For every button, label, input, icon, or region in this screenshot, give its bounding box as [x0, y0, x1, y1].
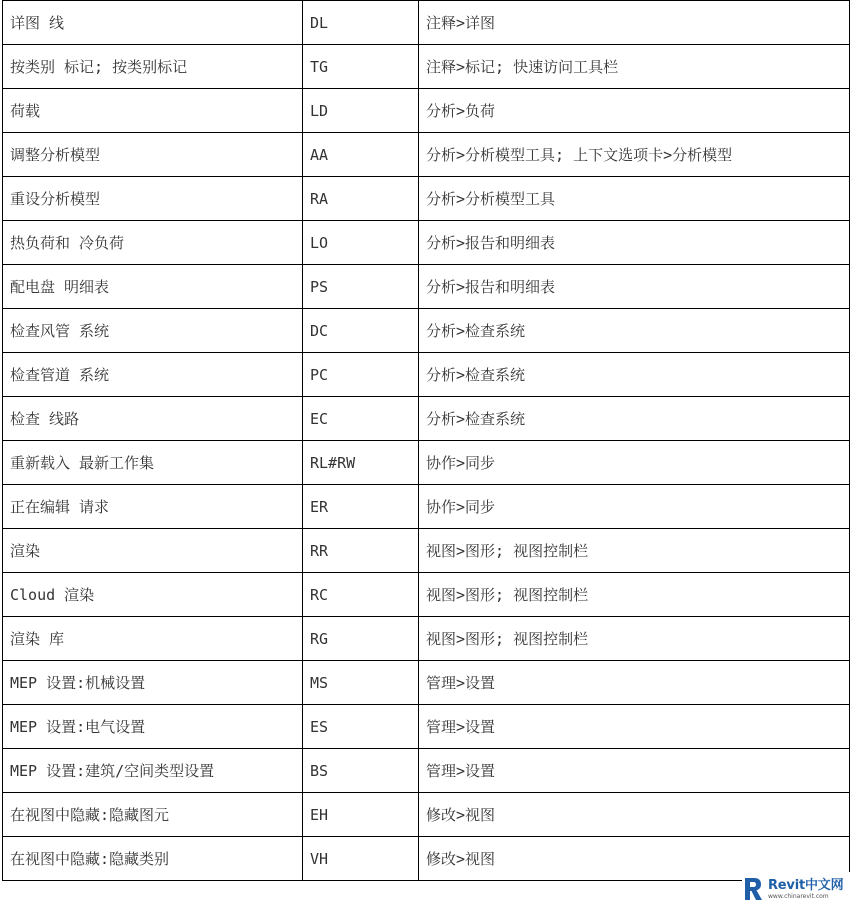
table-row	[3, 793, 850, 837]
menu-path-cell: 分析>负荷	[419, 89, 850, 133]
command-cell: 按类别 标记; 按类别标记	[3, 45, 303, 89]
command-cell: 渲染	[3, 529, 303, 573]
revit-watermark	[742, 872, 852, 906]
command-cell: 渲染 库	[3, 617, 303, 661]
command-cell: Cloud 渲染	[3, 573, 303, 617]
menu-path-cell: 分析>报告和明细表	[419, 221, 850, 265]
table-row	[3, 353, 850, 397]
command-cell: 调整分析模型	[3, 133, 303, 177]
revit-r-logo-icon	[742, 876, 764, 902]
watermark-url: www.chinarevit.com	[768, 892, 829, 900]
table-row	[3, 221, 850, 265]
command-cell: 在视图中隐藏:隐藏类别	[3, 837, 303, 881]
menu-path-cell: 视图>图形; 视图控制栏	[419, 573, 850, 617]
shortcut-cell: RA	[303, 177, 419, 221]
table-row	[3, 133, 850, 177]
shortcut-cell: BS	[303, 749, 419, 793]
menu-path-cell: 协作>同步	[419, 441, 850, 485]
command-cell: 重设分析模型	[3, 177, 303, 221]
menu-path-cell: 管理>设置	[419, 749, 850, 793]
menu-path-cell: 分析>检查系统	[419, 309, 850, 353]
watermark-text	[768, 879, 843, 900]
shortcut-cell: RR	[303, 529, 419, 573]
table-row	[3, 749, 850, 793]
table-row	[3, 617, 850, 661]
command-cell: 热负荷和 冷负荷	[3, 221, 303, 265]
shortcut-table	[2, 0, 850, 881]
table-row	[3, 309, 850, 353]
shortcut-cell: ER	[303, 485, 419, 529]
command-cell: 重新载入 最新工作集	[3, 441, 303, 485]
command-cell: MEP 设置:建筑/空间类型设置	[3, 749, 303, 793]
shortcut-cell: TG	[303, 45, 419, 89]
shortcut-cell: PC	[303, 353, 419, 397]
command-cell: 检查风管 系统	[3, 309, 303, 353]
menu-path-cell: 视图>图形; 视图控制栏	[419, 529, 850, 573]
command-cell: MEP 设置:电气设置	[3, 705, 303, 749]
shortcut-cell: LD	[303, 89, 419, 133]
menu-path-cell: 视图>图形; 视图控制栏	[419, 617, 850, 661]
shortcut-cell: RG	[303, 617, 419, 661]
menu-path-cell: 分析>分析模型工具	[419, 177, 850, 221]
table-row	[3, 573, 850, 617]
command-cell: 荷载	[3, 89, 303, 133]
menu-path-cell: 注释>标记; 快速访问工具栏	[419, 45, 850, 89]
menu-path-cell: 分析>检查系统	[419, 353, 850, 397]
menu-path-cell: 修改>视图	[419, 837, 850, 881]
menu-path-cell: 注释>详图	[419, 1, 850, 45]
menu-path-cell: 管理>设置	[419, 661, 850, 705]
table-row	[3, 177, 850, 221]
shortcut-cell: AA	[303, 133, 419, 177]
menu-path-cell: 协作>同步	[419, 485, 850, 529]
table-row	[3, 265, 850, 309]
shortcut-cell: VH	[303, 837, 419, 881]
command-cell: MEP 设置:机械设置	[3, 661, 303, 705]
shortcut-cell: DL	[303, 1, 419, 45]
shortcut-table-body	[3, 1, 850, 881]
command-cell: 检查 线路	[3, 397, 303, 441]
command-cell: 正在编辑 请求	[3, 485, 303, 529]
table-row	[3, 485, 850, 529]
shortcut-cell: EC	[303, 397, 419, 441]
shortcut-cell: RC	[303, 573, 419, 617]
table-row	[3, 529, 850, 573]
shortcut-cell: RL#RW	[303, 441, 419, 485]
table-row	[3, 441, 850, 485]
table-row	[3, 1, 850, 45]
menu-path-cell: 分析>分析模型工具; 上下文选项卡>分析模型	[419, 133, 850, 177]
table-row	[3, 89, 850, 133]
table-row	[3, 45, 850, 89]
shortcut-cell: EH	[303, 793, 419, 837]
shortcut-cell: DC	[303, 309, 419, 353]
menu-path-cell: 管理>设置	[419, 705, 850, 749]
command-cell: 在视图中隐藏:隐藏图元	[3, 793, 303, 837]
shortcut-cell: LO	[303, 221, 419, 265]
menu-path-cell: 修改>视图	[419, 793, 850, 837]
shortcut-cell: PS	[303, 265, 419, 309]
table-row	[3, 397, 850, 441]
command-cell: 详图 线	[3, 1, 303, 45]
table-row	[3, 837, 850, 881]
table-row	[3, 705, 850, 749]
menu-path-cell: 分析>报告和明细表	[419, 265, 850, 309]
command-cell: 检查管道 系统	[3, 353, 303, 397]
menu-path-cell: 分析>检查系统	[419, 397, 850, 441]
watermark-name: Revit中文网	[768, 877, 844, 893]
shortcut-cell: ES	[303, 705, 419, 749]
command-cell: 配电盘 明细表	[3, 265, 303, 309]
shortcut-cell: MS	[303, 661, 419, 705]
table-row	[3, 661, 850, 705]
